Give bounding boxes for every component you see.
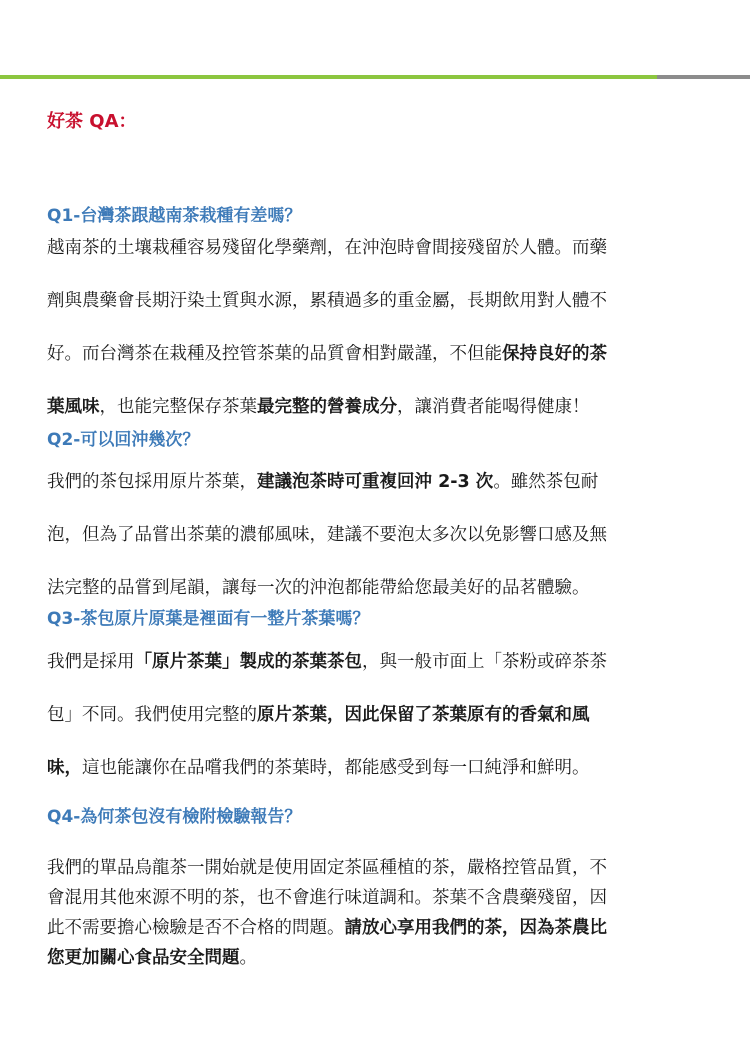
text-span: 好。而台灣茶在栽種及控管茶葉的品質會相對嚴謹，不但能	[47, 344, 502, 364]
answer-3-line-3	[47, 742, 707, 795]
answer-2-line-2: 泡，但為了品嘗出茶葉的濃郁風味，建議不要泡太多次以免影響口感及無	[47, 525, 607, 545]
text-span: 我們的茶包採用原片茶葉，	[47, 472, 257, 492]
answer-4-line-2: 會混用其他來源不明的茶，也不會進行味道調和。茶葉不含農藥殘留，因	[47, 888, 607, 908]
text-span: 此不需要擔心檢驗是否不合格的問題。	[47, 918, 345, 938]
page-heading: 好茶 QA：	[47, 111, 137, 132]
bold-text: 「原片茶葉」製成的茶葉茶包	[134, 652, 362, 672]
answer-2	[47, 456, 707, 615]
divider-green-segment	[0, 75, 657, 79]
answer-4-line-4	[47, 943, 707, 973]
answer-1-line-1: 越南茶的土壤栽種容易殘留化學藥劑，在沖泡時會間接殘留於人體。而藥	[47, 238, 607, 258]
question-3: Q3-茶包原片原葉是裡面有一整片茶葉嗎？	[47, 609, 370, 629]
divider-gray-segment	[657, 75, 750, 79]
text-span: ，讓消費者能喝得健康！	[397, 397, 590, 417]
answer-4	[47, 853, 707, 973]
text-span: ，也能完整保存茶葉	[99, 397, 257, 417]
answer-4-line-3	[47, 913, 707, 943]
text-span: 。雖然茶包耐	[493, 472, 599, 492]
answer-1	[47, 222, 707, 434]
bold-text: 請放心享用我們的茶，因為茶農比	[344, 918, 607, 938]
bold-text: 葉風味	[47, 397, 100, 417]
bold-text: 保持良好的茶	[502, 344, 607, 364]
answer-2-line-3: 法完整的品嘗到尾韻，讓每一次的沖泡都能帶給您最美好的品茗體驗。	[47, 578, 590, 598]
bold-text: 原片茶葉，因此保留了茶葉原有的香氣和風	[257, 705, 590, 725]
answer-2-line-1	[47, 456, 707, 509]
answer-3-line-1	[47, 636, 707, 689]
text-span: 這也能讓你在品嚐我們的茶葉時，都能感受到每一口純淨和鮮明。	[82, 758, 590, 778]
text-span: 我們是採用	[47, 652, 135, 672]
text-span: ，與一般市面上「茶粉或碎茶茶	[362, 652, 607, 672]
bold-text: 味，	[47, 758, 82, 778]
answer-1-line-3	[47, 328, 707, 381]
question-2: Q2-可以回沖幾次？	[47, 430, 200, 450]
text-span: 。	[239, 948, 257, 968]
text-span: 包」不同。我們使用完整的	[47, 705, 257, 725]
top-divider	[0, 75, 750, 79]
bold-text: 建議泡茶時可重複回沖 2-3 次	[257, 472, 494, 492]
answer-3	[47, 636, 707, 795]
question-4: Q4-為何茶包沒有檢附檢驗報告？	[47, 807, 302, 827]
answer-3-line-2	[47, 689, 707, 742]
question-1: Q1-台灣茶跟越南茶栽種有差嗎？	[47, 206, 302, 226]
answer-4-line-1: 我們的單品烏龍茶一開始就是使用固定茶區種植的茶，嚴格控管品質，不	[47, 858, 607, 878]
bold-text: 最完整的營養成分	[257, 397, 397, 417]
bold-text: 您更加關心食品安全問題	[47, 948, 240, 968]
answer-1-line-2: 劑與農藥會長期汙染土質與水源，累積過多的重金屬，長期飲用對人體不	[47, 291, 607, 311]
